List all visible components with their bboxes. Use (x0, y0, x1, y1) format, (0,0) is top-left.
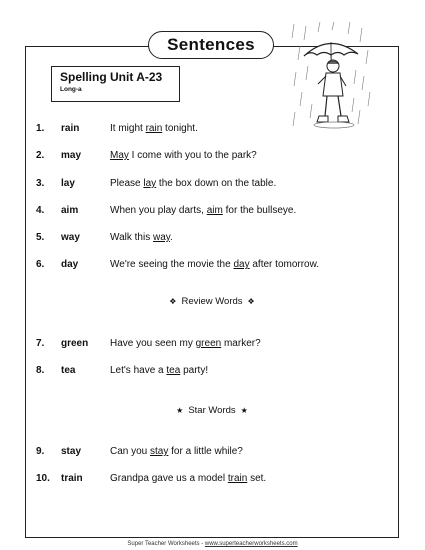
star-words-heading (25, 404, 399, 418)
worksheet-title: Sentences (148, 31, 274, 59)
spelling-word: may (61, 150, 82, 161)
item-number: 9. (36, 446, 45, 457)
item-number: 7. (36, 338, 45, 349)
item-number: 2. (36, 150, 45, 161)
example-sentence: When you play darts, aim for the bullseye. (110, 205, 297, 216)
child-with-umbrella-in-rain-icon (290, 20, 374, 134)
underlined-word: green (195, 338, 222, 349)
star-icon: ★ (176, 406, 184, 415)
item-number: 3. (36, 178, 45, 189)
example-sentence: It might rain tonight. (110, 123, 198, 134)
example-sentence: Please lay the box down on the table. (110, 178, 277, 189)
diamond-icon: ❖ (169, 297, 177, 306)
spelling-unit-box (51, 66, 180, 102)
underlined-word: May (110, 150, 129, 161)
footer (0, 541, 425, 547)
item-number: 8. (36, 365, 45, 376)
underlined-word: lay (143, 178, 157, 189)
underlined-word: day (233, 259, 250, 270)
spelling-word: green (61, 338, 89, 349)
item-number: 5. (36, 232, 45, 243)
example-sentence: May I come with you to the park? (110, 150, 257, 161)
spelling-word: rain (61, 123, 80, 134)
example-sentence: Walk this way. (110, 232, 173, 243)
unit-title: Spelling Unit A-23 (60, 70, 163, 84)
item-number: 6. (36, 259, 45, 270)
example-sentence: Let's have a tea party! (110, 365, 209, 376)
item-number: 1. (36, 123, 45, 134)
item-number: 10. (36, 473, 50, 484)
spelling-word: stay (61, 446, 82, 457)
spelling-word: aim (61, 205, 79, 216)
review-words-heading (25, 295, 399, 309)
diamond-icon: ❖ (247, 297, 255, 306)
spelling-word: tea (61, 365, 76, 376)
spelling-word: train (61, 473, 83, 484)
footer-link[interactable]: www.superteacherworksheets.com (204, 541, 298, 547)
star-words-label: Star Words (188, 405, 236, 416)
underlined-word: way (152, 232, 171, 243)
example-sentence: Grandpa gave us a model train set. (110, 473, 267, 484)
spelling-word: way (61, 232, 80, 243)
underlined-word: train (227, 473, 248, 484)
example-sentence: Have you seen my green marker? (110, 338, 261, 349)
underlined-word: aim (206, 205, 223, 216)
footer-text: Super Teacher Worksheets - (127, 541, 205, 547)
review-words-label: Review Words (181, 296, 243, 307)
underlined-word: rain (145, 123, 163, 134)
example-sentence: Can you stay for a little while? (110, 446, 243, 457)
star-icon: ★ (240, 406, 248, 415)
underlined-word: stay (150, 446, 169, 457)
item-number: 4. (36, 205, 45, 216)
underlined-word: tea (166, 365, 181, 376)
example-sentence: We're seeing the movie the day after tomorrow. (110, 259, 320, 270)
spelling-word: day (61, 259, 79, 270)
spelling-word: lay (61, 178, 75, 189)
unit-subtitle: Long-a (60, 86, 82, 93)
